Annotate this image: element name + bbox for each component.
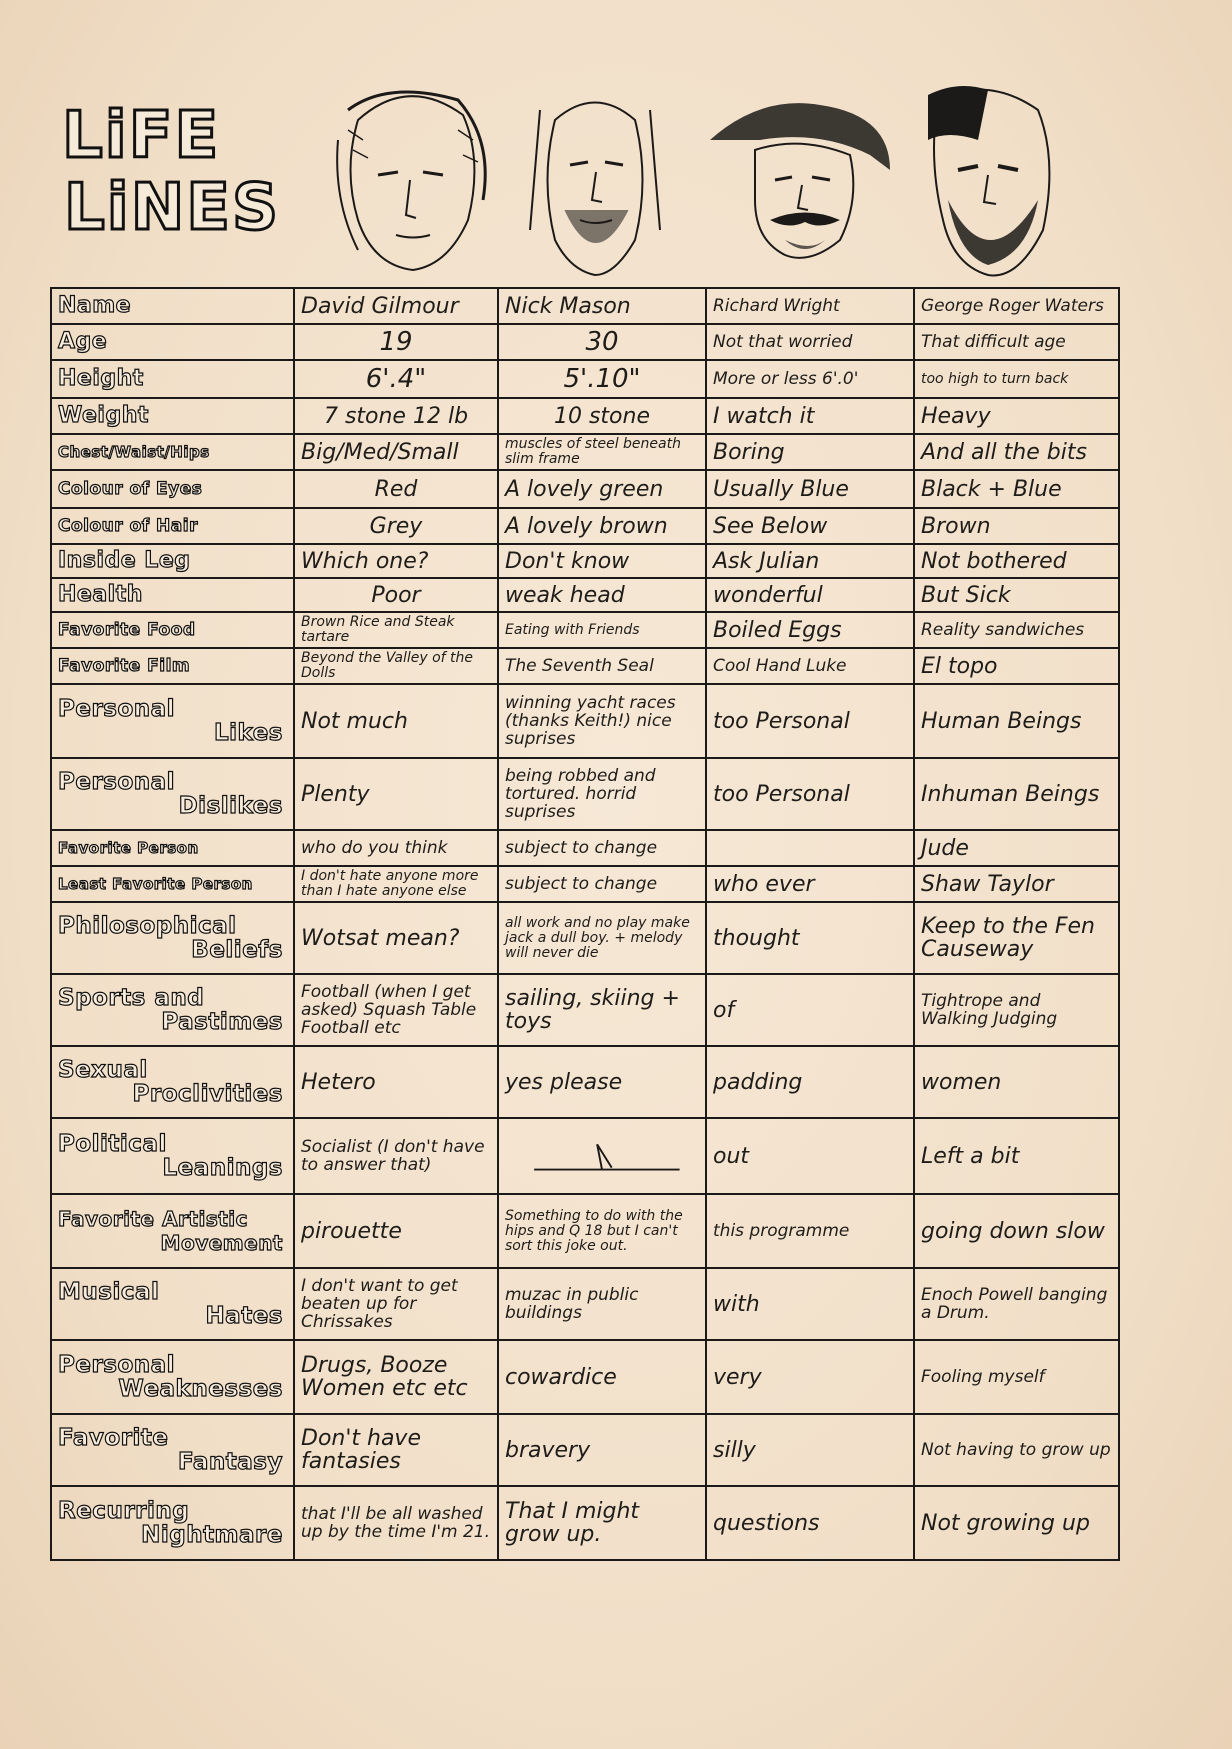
table-row [51,324,1119,360]
cell-waters: Tightrope and Walking Judging [914,974,1119,1046]
cell-wright: Usually Blue [706,470,914,508]
row-label: Chest/Waist/Hips [51,434,294,470]
cell-wright: silly [706,1414,914,1486]
cell-gilmour: Don't have fantasies [294,1414,498,1486]
cell-wright: questions [706,1486,914,1560]
table-row [51,612,1119,648]
cell-wright: of [706,974,914,1046]
cell-wright: Ask Julian [706,544,914,578]
cell-gilmour: Red [294,470,498,508]
row-label [51,1194,294,1268]
cell-waters: Not having to grow up [914,1414,1119,1486]
cell-wright: Not that worried [706,324,914,360]
row-label: Least Favorite Person [51,866,294,902]
cell-wright: with [706,1268,914,1340]
table-row [51,360,1119,398]
cell-mason: Nick Mason [498,288,706,324]
cell-mason: being robbed and tortured. horrid suprises [498,758,706,830]
sketch-face-icon [700,80,900,280]
cell-waters: Enoch Powell banging a Drum. [914,1268,1119,1340]
row-label [51,1046,294,1118]
row-label-line-2: Leanings [162,1155,283,1181]
portrait-roger-waters [918,80,1068,280]
cell-waters: That difficult age [914,324,1119,360]
cell-wright: padding [706,1046,914,1118]
row-label [51,902,294,974]
cell-mason: A lovely brown [498,508,706,544]
portrait-david-gilmour [318,80,498,280]
cell-wright: wonderful [706,578,914,612]
row-label-line-2: Nightmare [141,1522,283,1548]
cell-gilmour: Plenty [294,758,498,830]
row-label-line-1: Favorite Artistic [58,1207,249,1231]
row-label [51,684,294,758]
cell-waters: Shaw Taylor [914,866,1119,902]
row-label: Favorite Person [51,830,294,866]
row-label-line-1: Personal [58,696,176,722]
row-label-line-2: Hates [205,1303,283,1329]
sketch-face-icon [918,80,1068,280]
page-title [62,100,302,260]
row-label-line-2: Pastimes [161,1009,283,1035]
table-row [51,648,1119,684]
row-label: Favorite Film [51,648,294,684]
sketch-face-icon [520,80,670,280]
cell-waters: Jude [914,830,1119,866]
cell-gilmour: that I'll be all washed up by the time I'm 21. [294,1486,498,1560]
cell-waters: Left a bit [914,1118,1119,1194]
cell-waters: George Roger Waters [914,288,1119,324]
row-label-line-2: Fantasy [178,1449,283,1475]
cell-gilmour: Beyond the Valley of the Dolls [294,648,498,684]
table-row [51,1340,1119,1414]
balance-sketch-icon [505,1136,699,1176]
cell-mason: 10 stone [498,398,706,434]
cell-mason: That I might grow up. [498,1486,706,1560]
table-row [51,830,1119,866]
table-row [51,684,1119,758]
title-line-1: LiFE [62,99,221,173]
row-label: Favorite Food [51,612,294,648]
cell-mason: A lovely green [498,470,706,508]
row-label [51,1414,294,1486]
row-label [51,1340,294,1414]
portrait-nick-mason [520,80,670,280]
table-row [51,758,1119,830]
row-label-line-1: Political [58,1131,167,1157]
row-label-line-2: Beliefs [191,937,283,963]
row-label-line-1: Personal [58,769,176,795]
cell-gilmour: Football (when I get asked) Squash Table Football etc [294,974,498,1046]
cell-waters: Keep to the Fen Causeway [914,902,1119,974]
cell-mason: cowardice [498,1340,706,1414]
table-row [51,1486,1119,1560]
table-row [51,508,1119,544]
table-row [51,1046,1119,1118]
portrait-richard-wright [700,80,900,280]
sketch-face-icon [318,80,498,280]
cell-wright: who ever [706,866,914,902]
table-row [51,578,1119,612]
cell-mason: sailing, skiing + toys [498,974,706,1046]
table-row [51,1268,1119,1340]
row-label: Inside Leg [51,544,294,578]
row-label-line-2: Weaknesses [118,1376,283,1402]
cell-mason: 30 [498,324,706,360]
row-label [51,1486,294,1560]
table-row [51,1118,1119,1194]
row-label [51,758,294,830]
cell-waters: going down slow [914,1194,1119,1268]
cell-mason: Don't know [498,544,706,578]
cell-wright: Cool Hand Luke [706,648,914,684]
row-label: Height [51,360,294,398]
cell-mason: bravery [498,1414,706,1486]
cell-wright: thought [706,902,914,974]
row-label-line-2: Movement [160,1231,283,1255]
cell-gilmour: Poor [294,578,498,612]
cell-mason: winning yacht races (thanks Keith!) nice suprises [498,684,706,758]
cell-gilmour: 7 stone 12 lb [294,398,498,434]
cell-gilmour: Brown Rice and Steak tartare [294,612,498,648]
row-label-line-2: Dislikes [178,793,283,819]
cell-waters: But Sick [914,578,1119,612]
row-label: Colour of Hair [51,508,294,544]
life-lines-table [50,287,1120,1561]
row-label: Health [51,578,294,612]
cell-wright: very [706,1340,914,1414]
table-row [51,470,1119,508]
cell-mason: 5'.10" [498,360,706,398]
cell-gilmour: I don't want to get beaten up for Chrissakes [294,1268,498,1340]
title-line-2: LiNES [64,171,281,245]
cell-wright: too Personal [706,758,914,830]
cell-waters: too high to turn back [914,360,1119,398]
cell-gilmour: who do you think [294,830,498,866]
cell-mason: yes please [498,1046,706,1118]
cell-gilmour: Grey [294,508,498,544]
cell-waters: Brown [914,508,1119,544]
cell-gilmour: Wotsat mean? [294,902,498,974]
cell-waters: Inhuman Beings [914,758,1119,830]
cell-gilmour: I don't hate anyone more than I hate anyone else [294,866,498,902]
row-label-line-1: Recurring [58,1498,190,1524]
row-label-line-2: Proclivities [132,1081,283,1107]
cell-mason: subject to change [498,866,706,902]
cell-gilmour: Which one? [294,544,498,578]
cell-gilmour: Big/Med/Small [294,434,498,470]
cell-wright: Richard Wright [706,288,914,324]
cell-waters: El topo [914,648,1119,684]
cell-mason [498,1118,706,1194]
cell-waters: women [914,1046,1119,1118]
row-label-line-1: Personal [58,1352,176,1378]
cell-gilmour: Drugs, Booze Women etc etc [294,1340,498,1414]
cell-waters: Heavy [914,398,1119,434]
cell-wright: out [706,1118,914,1194]
cell-mason: weak head [498,578,706,612]
row-label: Weight [51,398,294,434]
row-label-line-1: Sexual [58,1057,148,1083]
cell-wright: See Below [706,508,914,544]
row-label-line-2: Likes [213,720,283,746]
cell-gilmour: Not much [294,684,498,758]
cell-gilmour: 6'.4" [294,360,498,398]
cell-wright: I watch it [706,398,914,434]
cell-mason: muzac in public buildings [498,1268,706,1340]
table-row [51,1194,1119,1268]
cell-mason: muscles of steel beneath slim frame [498,434,706,470]
cell-wright: too Personal [706,684,914,758]
cell-wright [706,830,914,866]
cell-gilmour: 19 [294,324,498,360]
table-row [51,902,1119,974]
table-row [51,434,1119,470]
row-label-line-1: Musical [58,1279,160,1305]
cell-waters: And all the bits [914,434,1119,470]
row-label [51,974,294,1046]
cell-wright: Boiled Eggs [706,612,914,648]
table-row [51,398,1119,434]
table-row [51,1414,1119,1486]
cell-waters: Not bothered [914,544,1119,578]
row-label-line-1: Favorite [58,1425,169,1451]
cell-gilmour: Socialist (I don't have to answer that) [294,1118,498,1194]
cell-waters: Human Beings [914,684,1119,758]
row-label-line-1: Sports and [58,985,205,1011]
cell-waters: Black + Blue [914,470,1119,508]
table-row [51,288,1119,324]
cell-mason: all work and no play make jack a dull boy. + melody will never die [498,902,706,974]
cell-wright: Boring [706,434,914,470]
cell-waters: Reality sandwiches [914,612,1119,648]
table-row [51,544,1119,578]
cell-gilmour: Hetero [294,1046,498,1118]
cell-mason: The Seventh Seal [498,648,706,684]
row-label: Age [51,324,294,360]
cell-mason: subject to change [498,830,706,866]
cell-wright: More or less 6'.0' [706,360,914,398]
cell-gilmour: David Gilmour [294,288,498,324]
table-row [51,866,1119,902]
cell-gilmour: pirouette [294,1194,498,1268]
cell-mason: Eating with Friends [498,612,706,648]
row-label-line-1: Philosophical [58,913,237,939]
table-row [51,974,1119,1046]
cell-waters: Fooling myself [914,1340,1119,1414]
cell-wright: this programme [706,1194,914,1268]
cell-mason: Something to do with the hips and Q 18 but I can't sort this joke out. [498,1194,706,1268]
cell-waters: Not growing up [914,1486,1119,1560]
row-label [51,1268,294,1340]
row-label: Colour of Eyes [51,470,294,508]
row-label [51,1118,294,1194]
row-label: Name [51,288,294,324]
